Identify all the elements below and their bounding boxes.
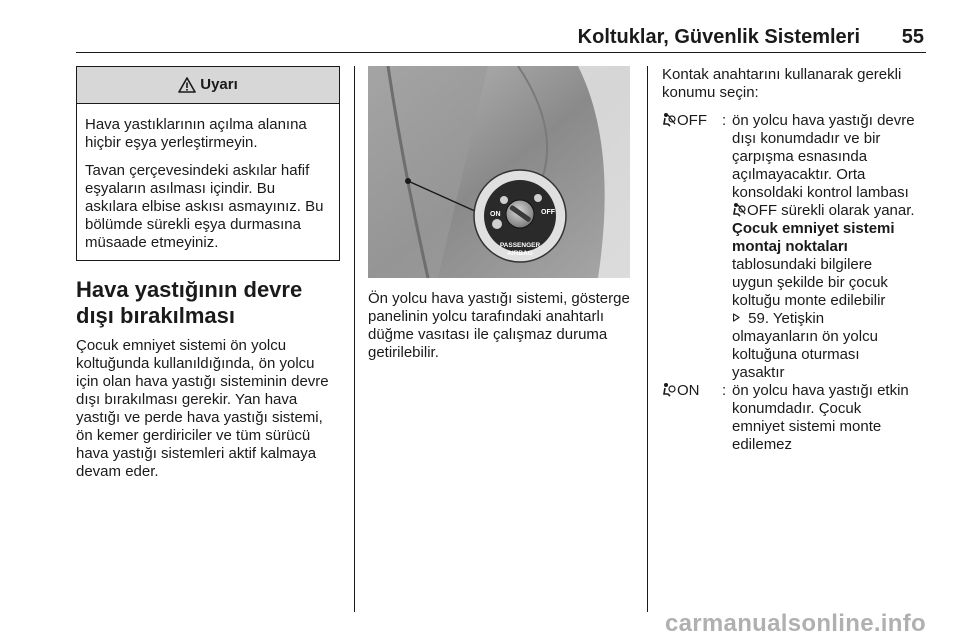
- definition-description: [732, 382, 926, 454]
- description-line-text: OFF sürekli olarak yanar.: [747, 202, 915, 219]
- description-line: dışı konumdadır ve bir: [732, 130, 881, 147]
- column-right: [662, 66, 926, 454]
- description-line: açılmayacaktır. Orta: [732, 166, 866, 183]
- figure-caption: Ön yolcu hava yastığı sistemi, gösterge panelinin yolcu tarafındaki anahtarlı düğme vasıtası ile çalışmaz duruma getirilebilir.: [368, 290, 630, 361]
- switch-label-on: ON: [490, 211, 501, 218]
- description-line: konsoldaki kontrol lambası: [732, 184, 909, 201]
- column-left: [76, 66, 341, 481]
- description-line: olmayanların ön yolcu: [732, 328, 878, 345]
- warning-header: [77, 67, 339, 104]
- description-line-with-ref: [732, 310, 926, 328]
- warning-heading: Uyarı: [200, 76, 238, 93]
- description-line: edilemez: [732, 436, 793, 453]
- description-line: koltuğu monte edilebilir: [732, 292, 886, 309]
- section-body: Çocuk emniyet sistemi ön yolcu koltuğunda kullanıldığında, ön yolcu için olan hava yastığı sisteminin devre dışı bırakılması gerekir. Yan hava yastığı ve perde hava yastığı sistemi, ön kemer gerdiriciler ve tüm sürücü hava yastığı sistemleri aktif kalmaya devam eder.: [76, 337, 329, 480]
- description-line: emniyet sistemi monte: [732, 418, 882, 435]
- intro-text: Kontak anahtarını kullanarak gerekli konumu seçin:: [662, 66, 902, 101]
- definition-term: [662, 112, 722, 382]
- section-heading: Hava yastığının devre dışı bırakılması: [76, 277, 303, 328]
- airbag-switch-figure: [368, 66, 630, 278]
- definition-description: [732, 112, 926, 382]
- warning-paragraph: Tavan çerçevesindeki askılar hafif eşyaların asılması içindir. Bu askılara elbise askısı asmayınız. Bu bölümde sürekli eşya durmasına müsaade etmeyiniz.: [85, 162, 324, 251]
- airbag-on-icon: [662, 382, 676, 397]
- description-line: çarpışma esnasında: [732, 148, 868, 165]
- definition-term-label: ON: [677, 382, 700, 399]
- warning-body: [77, 104, 339, 260]
- description-line: yasaktır: [732, 364, 785, 381]
- description-line: konumdadır. Çocuk: [732, 400, 862, 417]
- description-line-with-icon: [732, 202, 926, 220]
- warning-paragraph: Hava yastıklarının açılma alanına hiçbir eşya yerleştirmeyin.: [85, 116, 307, 151]
- airbag-off-icon: [662, 112, 676, 127]
- reference-link[interactable]: montaj noktaları: [732, 238, 848, 255]
- page-title: Koltuklar, Güvenlik Sistemleri: [577, 26, 860, 48]
- page-reference-icon[interactable]: [732, 310, 743, 325]
- definition-term: [662, 382, 722, 454]
- description-line: uygun şekilde bir çocuk: [732, 274, 888, 291]
- page-reference-text: 59. Yetişkin: [748, 310, 825, 327]
- column-divider: [354, 66, 355, 612]
- definition-colon: :: [722, 112, 727, 129]
- page-header: [76, 20, 926, 53]
- description-line: koltuğuna oturması: [732, 346, 860, 363]
- watermark: carmanualsonline.info: [664, 610, 926, 637]
- definition-term-label: OFF: [677, 112, 707, 129]
- reference-link[interactable]: Çocuk emniyet sistemi: [732, 220, 895, 237]
- description-line: ön yolcu hava yastığı etkin: [732, 382, 909, 399]
- column-middle: [368, 66, 633, 362]
- page-number: 55: [901, 26, 924, 48]
- switch-label-off: OFF: [541, 209, 555, 216]
- airbag-off-icon: [732, 202, 746, 217]
- switch-label-airbag: AIRBAG: [507, 250, 533, 257]
- definition-off: [662, 112, 926, 382]
- definition-on: [662, 382, 926, 454]
- description-line: tablosundaki bilgilere: [732, 256, 873, 273]
- warning-triangle-icon: [178, 77, 196, 93]
- definition-colon: :: [722, 382, 727, 399]
- column-divider: [647, 66, 648, 612]
- warning-box: [76, 66, 340, 261]
- switch-label-passenger: PASSENGER: [499, 242, 541, 249]
- description-line: ön yolcu hava yastığı devre: [732, 112, 915, 129]
